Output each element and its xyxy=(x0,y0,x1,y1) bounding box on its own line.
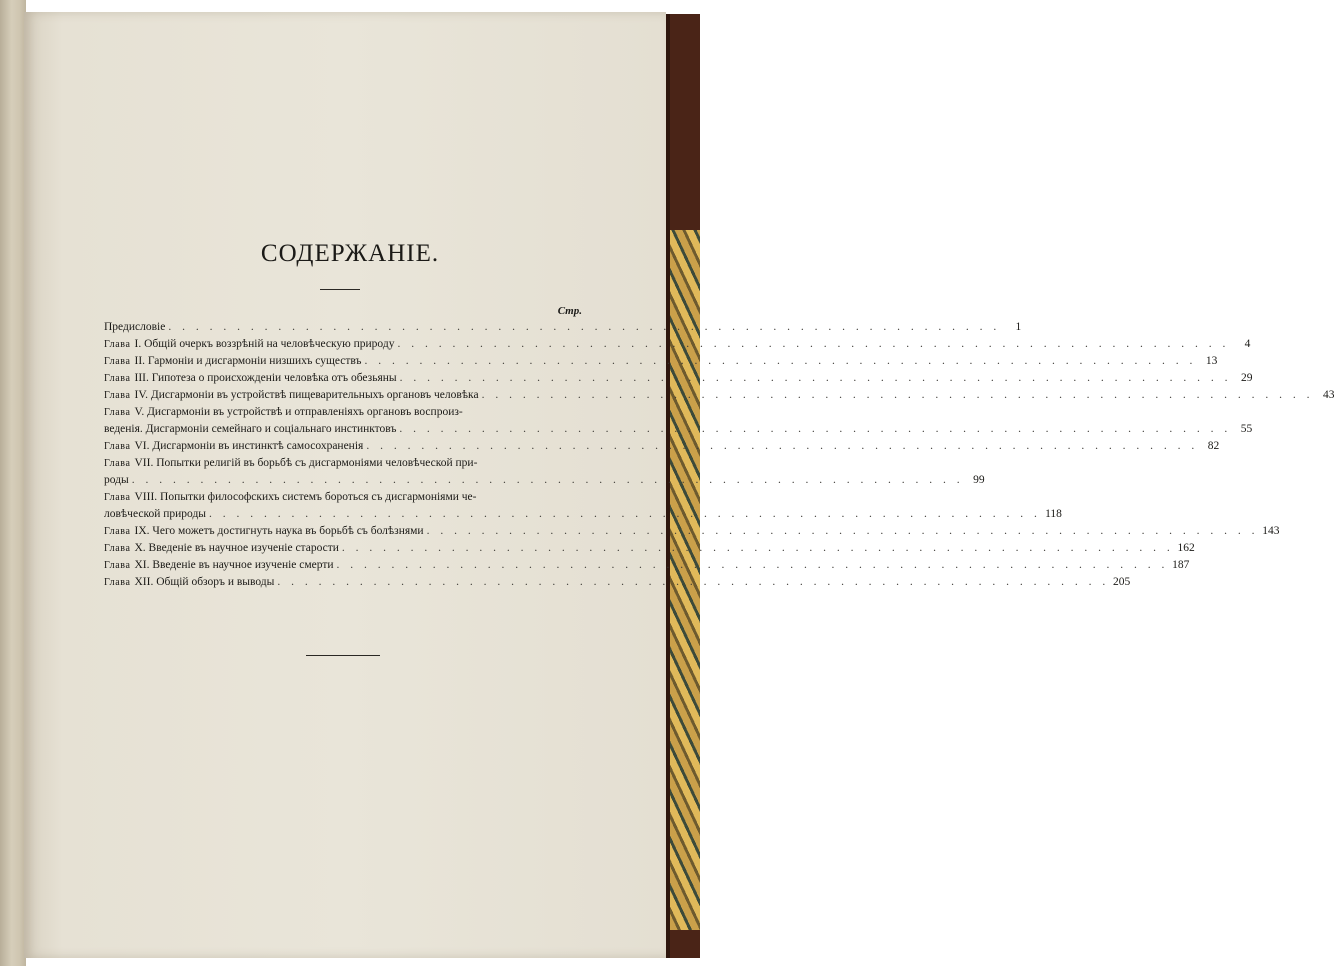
toc-entry xyxy=(104,576,1131,593)
page-column-header: Стр. xyxy=(557,305,582,317)
chapter-label: Глава xyxy=(104,577,131,588)
toc-entry xyxy=(104,372,1253,389)
toc-entry-title: роды xyxy=(104,474,129,486)
toc-entry-title: Предисловіе xyxy=(104,321,166,333)
title-rule xyxy=(320,289,360,290)
toc-page-number: 43 xyxy=(1322,389,1334,401)
table-of-contents xyxy=(104,321,1334,593)
dot-leader xyxy=(342,542,1174,554)
dot-leader xyxy=(427,525,1259,537)
toc-page-number: 118 xyxy=(1045,508,1062,520)
toc-entry xyxy=(104,355,1218,372)
toc-entry-title: VII. Попытки религій въ борьбѣ съ дисгармоніями человѣческой при- xyxy=(134,457,478,469)
toc-entry-title: XII. Общій обзоръ и выводы xyxy=(134,576,275,588)
toc-entry xyxy=(104,406,1253,440)
toc-page-number: 82 xyxy=(1207,440,1220,452)
toc-entry-title: VI. Дисгармоніи въ инстинктѣ самосохраненія xyxy=(134,440,364,452)
chapter-label: Глава xyxy=(104,339,131,350)
dot-leader xyxy=(366,440,1198,452)
toc-page-number: 187 xyxy=(1172,559,1190,571)
dot-leader xyxy=(400,372,1232,384)
toc-page-number: 1 xyxy=(1015,321,1022,333)
chapter-label: Глава xyxy=(104,492,131,503)
toc-entry-title: веденія. Дисгармоніи семейнаго и соціальнаго инстинктовъ xyxy=(104,423,397,435)
toc-entry-title: II. Гармоніи и дисгармоніи низшихъ существъ xyxy=(134,355,362,367)
dot-leader xyxy=(209,508,1041,520)
chapter-label: Глава xyxy=(104,441,131,452)
chapter-label: Глава xyxy=(104,390,131,401)
chapter-label: Глава xyxy=(104,526,131,537)
toc-entry-title: VIII. Попытки философскихъ системъ бороться съ дисгармоніями че- xyxy=(134,491,477,503)
toc-page-number: 143 xyxy=(1262,525,1280,537)
toc-entry-title: III. Гипотеза о происхожденіи человѣка отъ обезьяны xyxy=(134,372,397,384)
dot-leader xyxy=(168,321,1000,333)
chapter-label: Глава xyxy=(104,356,131,367)
toc-entry-title: ловѣческой природы xyxy=(104,508,207,520)
toc-page-number: 13 xyxy=(1205,355,1218,367)
toc-entry xyxy=(104,457,985,491)
book-binding-gutter xyxy=(0,0,26,966)
dot-leader xyxy=(399,423,1231,435)
chapter-label: Глава xyxy=(104,458,131,469)
chapter-label: Глава xyxy=(104,560,131,571)
chapter-label: Глава xyxy=(104,407,131,418)
dot-leader xyxy=(277,576,1109,588)
toc-page-number: 162 xyxy=(1177,542,1195,554)
dot-leader xyxy=(337,559,1169,571)
toc-entry xyxy=(104,321,1022,338)
toc-entry xyxy=(104,389,1334,406)
toc-entry xyxy=(104,525,1280,542)
toc-entry-title: IV. Дисгармоніи въ устройствѣ пищеварительныхъ органовъ человѣка xyxy=(134,389,479,401)
dot-leader xyxy=(132,474,964,486)
page-title: СОДЕРЖАНІЕ. xyxy=(260,240,440,267)
toc-entry-title: I. Общій очеркъ воззрѣній на человѣческую природу xyxy=(134,338,395,350)
chapter-label: Глава xyxy=(104,373,131,384)
toc-entry xyxy=(104,440,1220,457)
dot-leader xyxy=(397,338,1229,350)
toc-page-number: 4 xyxy=(1244,338,1251,350)
toc-entry-title: IX. Чего можетъ достигнуть наука въ борьбѣ съ болѣзнями xyxy=(134,525,424,537)
toc-entry-title: V. Дисгармоніи въ устройствѣ и отправленіяхъ органовъ воспроиз- xyxy=(134,406,463,418)
toc-page-number: 29 xyxy=(1241,372,1253,384)
toc-page-number: 55 xyxy=(1240,423,1253,435)
toc-page-number: 99 xyxy=(973,474,985,486)
end-rule xyxy=(306,655,380,656)
toc-entry xyxy=(104,491,1062,525)
toc-entry-title: XI. Введеніе въ научное изученіе смерти xyxy=(134,559,334,571)
toc-entry xyxy=(104,542,1195,559)
chapter-label: Глава xyxy=(104,543,131,554)
toc-entry-title: X. Введеніе въ научное изученіе старости xyxy=(134,542,339,554)
toc-entry xyxy=(104,338,1251,355)
toc-entry xyxy=(104,559,1190,576)
dot-leader xyxy=(364,355,1196,367)
toc-page-number: 205 xyxy=(1113,576,1131,588)
dot-leader xyxy=(482,389,1314,401)
